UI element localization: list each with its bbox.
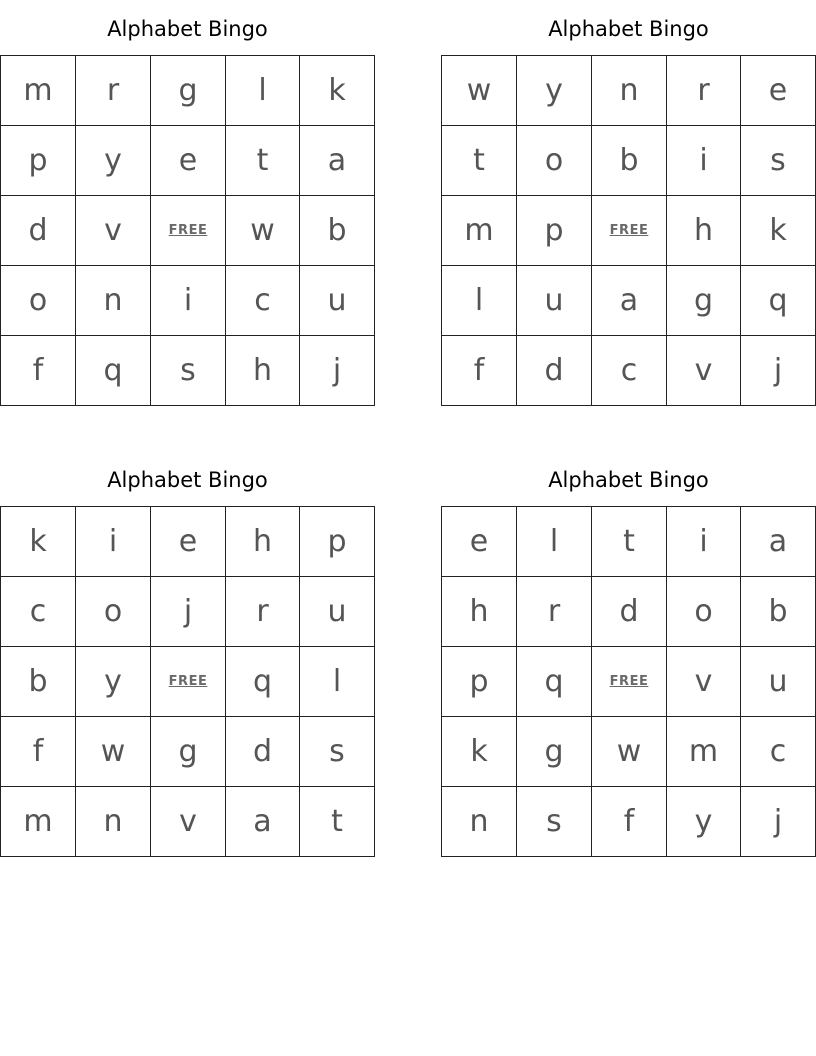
letter-cell: u [741, 647, 816, 717]
letter-cell: s [741, 126, 816, 196]
letter-cell: g [517, 717, 592, 787]
letter-cell: h [226, 507, 300, 577]
letter-cell: g [151, 56, 226, 126]
letter-cell: n [76, 787, 151, 857]
letter-cell: o [667, 577, 741, 647]
letter-cell: a [741, 507, 816, 577]
letter-cell: g [667, 266, 741, 336]
letter-cell: r [76, 56, 151, 126]
letter-cell: w [592, 717, 667, 787]
letter-cell: e [151, 507, 226, 577]
letter-cell: h [442, 577, 517, 647]
letter-cell: u [300, 577, 375, 647]
letter-cell: l [442, 266, 517, 336]
letter-cell: i [667, 126, 741, 196]
letter-cell: r [226, 577, 300, 647]
letter-cell: j [741, 787, 816, 857]
letter-cell: w [226, 196, 300, 266]
letter-cell: v [667, 336, 741, 406]
card-title: Alphabet Bingo [548, 468, 709, 492]
letter-cell: u [300, 266, 375, 336]
letter-cell: p [300, 507, 375, 577]
card-title: Alphabet Bingo [548, 17, 709, 41]
letter-cell: o [1, 266, 76, 336]
letter-cell: m [442, 196, 517, 266]
letter-cell: y [76, 126, 151, 196]
letter-cell: a [226, 787, 300, 857]
letter-cell: b [300, 196, 375, 266]
letter-cell: h [667, 196, 741, 266]
letter-cell: b [741, 577, 816, 647]
letter-cell: p [1, 126, 76, 196]
letter-cell: r [517, 577, 592, 647]
letter-cell: q [76, 336, 151, 406]
letter-cell: j [741, 336, 816, 406]
letter-cell: t [300, 787, 375, 857]
letter-cell: t [226, 126, 300, 196]
letter-cell: m [1, 787, 76, 857]
bingo-grid [441, 55, 816, 406]
letter-cell: n [592, 56, 667, 126]
letter-cell: w [76, 717, 151, 787]
letter-cell: a [300, 126, 375, 196]
letter-cell: c [1, 577, 76, 647]
letter-cell: y [76, 647, 151, 717]
letter-cell: f [442, 336, 517, 406]
free-space-cell: FREE [592, 196, 667, 266]
bingo-grid [441, 506, 816, 857]
letter-cell: h [226, 336, 300, 406]
card-title: Alphabet Bingo [107, 468, 268, 492]
letter-cell: f [592, 787, 667, 857]
letter-cell: k [1, 507, 76, 577]
letter-cell: o [76, 577, 151, 647]
letter-cell: l [226, 56, 300, 126]
letter-cell: f [1, 336, 76, 406]
letter-cell: m [1, 56, 76, 126]
letter-cell: v [667, 647, 741, 717]
letter-cell: e [151, 126, 226, 196]
letter-cell: e [442, 507, 517, 577]
letter-cell: k [741, 196, 816, 266]
letter-cell: v [151, 787, 226, 857]
letter-cell: q [517, 647, 592, 717]
letter-cell: k [442, 717, 517, 787]
letter-cell: c [592, 336, 667, 406]
free-space-cell: FREE [151, 196, 226, 266]
letter-cell: q [741, 266, 816, 336]
free-space-cell: FREE [592, 647, 667, 717]
card-title: Alphabet Bingo [107, 17, 268, 41]
letter-cell: i [667, 507, 741, 577]
letter-cell: n [76, 266, 151, 336]
letter-cell: m [667, 717, 741, 787]
letter-cell: c [226, 266, 300, 336]
letter-cell: b [1, 647, 76, 717]
letter-cell: n [442, 787, 517, 857]
letter-cell: e [741, 56, 816, 126]
letter-cell: j [300, 336, 375, 406]
letter-cell: s [151, 336, 226, 406]
letter-cell: i [76, 507, 151, 577]
bingo-grid [0, 506, 375, 857]
letter-cell: d [1, 196, 76, 266]
letter-cell: y [667, 787, 741, 857]
letter-cell: j [151, 577, 226, 647]
bingo-grid [0, 55, 375, 406]
letter-cell: c [741, 717, 816, 787]
letter-cell: p [442, 647, 517, 717]
letter-cell: q [226, 647, 300, 717]
letter-cell: d [226, 717, 300, 787]
letter-cell: p [517, 196, 592, 266]
letter-cell: g [151, 717, 226, 787]
letter-cell: u [517, 266, 592, 336]
letter-cell: s [300, 717, 375, 787]
letter-cell: f [1, 717, 76, 787]
letter-cell: v [76, 196, 151, 266]
letter-cell: k [300, 56, 375, 126]
letter-cell: d [592, 577, 667, 647]
letter-cell: o [517, 126, 592, 196]
letter-cell: b [592, 126, 667, 196]
letter-cell: y [517, 56, 592, 126]
letter-cell: r [667, 56, 741, 126]
letter-cell: a [592, 266, 667, 336]
letter-cell: i [151, 266, 226, 336]
letter-cell: t [592, 507, 667, 577]
letter-cell: d [517, 336, 592, 406]
letter-cell: l [300, 647, 375, 717]
letter-cell: l [517, 507, 592, 577]
free-space-cell: FREE [151, 647, 226, 717]
letter-cell: t [442, 126, 517, 196]
letter-cell: w [442, 56, 517, 126]
letter-cell: s [517, 787, 592, 857]
